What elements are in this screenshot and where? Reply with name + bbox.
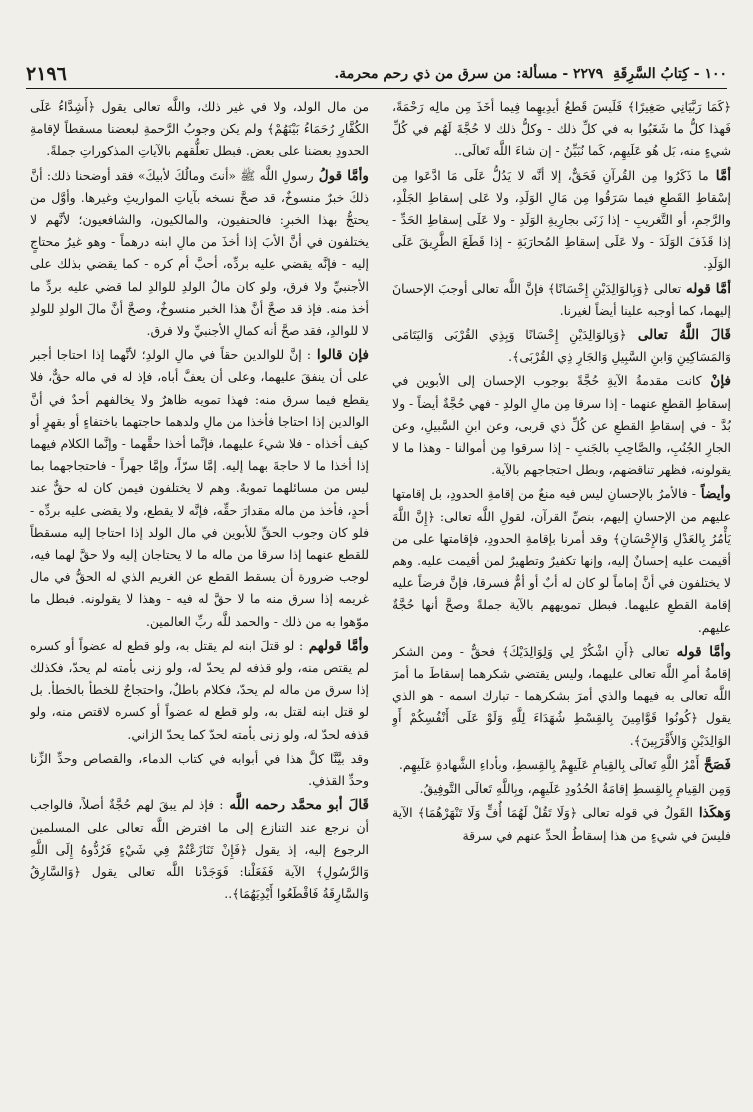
paragraph bbox=[392, 165, 731, 276]
paragraph bbox=[30, 748, 369, 792]
section-title: ٢٢٧٩ - مسألة: من سرق من ذي رحم محرمة. bbox=[334, 66, 604, 82]
paragraph bbox=[392, 370, 731, 481]
paragraph-lead: فإن قالوا bbox=[311, 347, 369, 364]
paragraph bbox=[392, 641, 731, 752]
paragraph-text: القَولُ في قوله تعالى ﴿وَلَا تَقُلْ لَهُمَا أُفٍّ وَلَا تَنْهَرْهُمَا﴾ الآية فليسَ في شيءٍ من هذا إسقاطُ الحدِّ عنهم في سرقة bbox=[392, 805, 731, 843]
paragraph-text: كانت مقدمةُ الآيةِ حُجَّةً بوجوب الإحسان إلى الأبوين في إسقاطِ القطعِ عنهما - إذا سرقا مِن مالِ الولدِ - فهي حُجَّةٌ أيضاً - ولا بُدَّ - في إسقاطِ القطعِ عن كُلِّ ذي قربى، وعن ابنِ السَّبيلِ، وعن الجارِ الجُنُبِ، والصَّاحِبِ بالجَنبِ - إذا سرقوا مِن أموالنا - وهذا ما لا يقولونه، فظهر تناقضهم، وبطل احتجاجهم بالآية. bbox=[392, 373, 731, 478]
paragraph-text: أَمْرُ اللَّهِ تَعالَى بِالقِيامِ عَلَيهِمْ بِالقِسطِ، وبأداءِ الشَّهادةِ عَلَيهِم. bbox=[398, 756, 700, 772]
paragraph bbox=[392, 278, 731, 322]
paragraph-text: ﴿كَمَا رَبَّيَانِي صَغِيرًا﴾ فَلَيسَ قَطعُ أيدِيهِما فِيما أخَذَ مِن مالِه رَحْمَةً، فَهذا كلُّ ما شَغَبُوا به في كلِّ ذلك - وكلُّ ذلك لا حُجَّةَ لَهُم في كُلِّ شيءٍ منه، بَل هُو عَلَيهِم، كَما نُبَيِّنُ - إن شاءَ اللَّه تَعالَى.. bbox=[392, 99, 731, 159]
paragraph bbox=[392, 754, 731, 776]
paragraph-lead: فإنْ bbox=[701, 373, 731, 390]
paragraph-lead: وأيضاً bbox=[695, 486, 731, 503]
left-text-column bbox=[30, 96, 369, 1100]
paragraph-text: تعالى ﴿وَبِالوَالِدَيْنِ إِحْسَانًا﴾ فإنَّ اللَّه تعالى أوجبَ الإحسانَ إليهما، كما أوجبه علينا أيضاً لغيرنا. bbox=[392, 280, 731, 318]
paragraph-lead: وَهكَذا bbox=[692, 805, 731, 822]
paragraph bbox=[392, 324, 731, 368]
paragraph bbox=[30, 165, 369, 343]
paragraph-text: من مال الولد، ولا في غير ذلك، واللَّه تعالى يقول ﴿أَشِدَّاءُ عَلَى الكُفَّارِ رُحَمَاءُ بَيْنَهُمْ﴾ ولم يكن وجوبُ الرَّحمةِ لبعضنا مسقطاً لإقامةِ الحدودِ بعضنا على بعض. فبطل تعلُّقهم بالآياتِ المذكوراتِ جملةً. bbox=[30, 99, 369, 159]
paragraph bbox=[30, 635, 369, 746]
paragraph-text: ما ذَكَرُوا مِن القُرآنِ فَحَقٌّ، إلا أنَّه لا يَدُلُّ عَلَى مَا ادَّعَوا مِن إسْقاطِ القَطعِ فيما سَرَقُوا مِن مَالِ الوَلَدِ، ولا عَلى إسقاطِ الجَلْدِ، والرَّجمِ، أو التَّغريبِ - إذا زَنَى بجارِيةِ الوَلَدِ - ولا عَلَى إسقاطِ الحَدِّ - إذا قَذَفَ الوَلَدَ - ولا عَلَى إسقاطِ المُحارَبَةِ - إذا قَطَعَ الطَّرِيقَ عَلَى الوَلَدِ. bbox=[392, 167, 731, 272]
paragraph-lead: فَصَحَّ bbox=[699, 756, 731, 773]
right-text-column bbox=[392, 96, 731, 1100]
paragraph-text: - فالأمرُ بالإحسانِ ليس فيه منعٌ من إقامةِ الحدودِ، بل إقامتها عليهم من الإحسانِ إليهم، بنصِّ القرآن، لقولِ اللَّه تعالى: ﴿إِنَّ اللَّهَ يَأْمُرُ بِالعَدْلِ وَالإِحْسَانِ﴾ وقد أمرنا بإقامةِ الحدودِ، فإقامتها على من أقيمت عليه إحسانٌ إليه، وإنها تكفيرٌ وتطهيرٌ لمن أقيمت عليه. وهم لا يختلفون في أنَّ إماماً لو كان له أبٌ أو أمٌّ فسرقا، فإنَّ فرضاً عليه إقامة القطعِ عليهما. فبطل تمويههم بالآية جملةً وصحَّ أنها حُجَّةٌ عليهم. bbox=[392, 486, 731, 635]
paragraph-text: وقد بيَّنَّا كلَّ هذا في أبوابه في كتاب الدماء، والقصاص وحدِّ الزِّنا وحدِّ القذفِ. bbox=[30, 750, 369, 789]
paragraph bbox=[30, 344, 369, 633]
paragraph bbox=[392, 778, 731, 800]
paragraph-text: تعالى ﴿أَنِ اشْكُرْ لِي وَلِوَالِدَيْكَ﴾ فحقٌّ - ومن الشكر إقامةُ أمرِ اللَّه تعالى عليهما، وليس يقتضي شكرهما إسقاطَ ما أمرَ اللَّه تعالى به فيهما والذي أمرَ بشكرهما - تبارك اسمه - هو الذي يقول ﴿كُونُوا قَوَّامِينَ بِالقِسْطِ شُهَدَاءَ لِلَّهِ وَلَوْ عَلَى أَنْفُسِكُمْ أَوِ الوَالِدَيْنِ وَالأَقْرَبِينَ﴾. bbox=[392, 643, 731, 748]
paragraph bbox=[392, 802, 731, 846]
running-title bbox=[334, 66, 727, 82]
paragraph bbox=[392, 96, 731, 163]
paragraph-lead: أمَّا قوله bbox=[681, 280, 731, 297]
paragraph bbox=[30, 96, 369, 163]
paragraph-text: : لو قتلَ ابنه لم يقتل به، ولو قطع له عضواً أو كسره لم يقتص منه، ولو قذفه لم يحدّ له، ولو زنى بأمته لم يحدّ، فكذلك إذا سرق من ماله لم يحدّ، فكلام باطلٌ، واحتجاجٌ للخطأ بالخطأ. بل لو قتل ابنه لقتل به، ولو قطع له عضواً أو كسره لاقتص منه، ولو قذفه لحدّ له، ولو زنى بأمته لحدّ كما يحدّ الزاني. bbox=[30, 637, 369, 742]
paragraph-text: رسولِ اللَّه ﷺ «أنتَ ومالُكَ لأبيكَ» فقد أوضحنا ذلك: أنَّ ذلكَ خبرٌ منسوخٌ، قد صحَّ نسخه بآياتِ المواريثِ وغيرها. وأوَّل من يحتجُّ بهذا الخبرِ: فالحنفيون، والمالكيون، والشافعيون؛ لأنَّهم لا يختلفون في أنَّ الأبَ إذا أخذَ من مالِ ابنه درهماً - وهو غيرُ محتاجٍ إليه - فإنَّه يقضي عليه بردِّه، أحبَّ أم كره - كما يقضي بذلك على الأجنبيِّ ولا فرق، ولو كان مالُ الولدِ للوالدِ لما قضي عليه بردِّ ما أخذ منه. فإذ قد صحَّ أنَّ هذا الخبر منسوخٌ، وصحَّ أنَّ مالَ الولدِ للولدِ لا للوالدِ، فقد صحَّ أنه كمالِ الأجنبيِّ ولا فرق. bbox=[30, 167, 369, 339]
paragraph bbox=[392, 483, 731, 638]
paragraph-lead: أمَّا bbox=[708, 167, 731, 184]
book-title: ١٠٠ - كِتابُ السَّرِقَةِ bbox=[613, 66, 727, 82]
page-header bbox=[26, 60, 727, 89]
paragraph bbox=[30, 794, 369, 905]
paragraph-lead: قَالَ أبو محمَّد رحمه اللَّه bbox=[223, 797, 369, 814]
paragraph-lead: وأمَّا قولُ bbox=[313, 167, 369, 184]
paragraph-text: وَمِن القِيامِ بِالقِسطِ إقامَةُ الحُدُودِ عَلَيهِم، وبِاللَّهِ تَعالَى التَّوفِيقُ. bbox=[419, 781, 731, 797]
paragraph-text: ﴿وَبِالوَالِدَيْنِ إِحْسَانًا وَبِذِي القُرْبَى وَاليَتَامَى وَالمَسَاكِينِ وَابنِ السَّبِيلِ وَالجَارِ ذِي القُرْبَى﴾. bbox=[392, 327, 731, 365]
page-number: ٢١٩٦ bbox=[26, 63, 67, 85]
paragraph-lead: وأمَّا قولهم bbox=[303, 637, 369, 654]
paragraph-text: : إنَّ للوالدين حقاً في مالِ الولدِ؛ لأنَّهما إذا احتاجا أجبر على أن ينفقَ عليهما، وعلى أن يعفَّ أباه، فإذ له في ماله حقٌّ، فلا يقطع فيما سرق منه: فهذا تمويه ظاهرٌ ولا يخالفهم أحدٌ في أنَّ الوالدين إذا احتاجا فأخذا من مالِ ولدهما حاجتهما باختفاءٍ أو بقهرٍ أو كيف أخذاه - فلا شيءَ عليهما، فإنَّما أخذا حقَّهما - وإنَّما الكلام فيهما إذا أخذا ما لا حاجةَ بهما إليه. إمَّا سرّاً، وإمَّا جهراً - فاحتجاجهما بما ليس من مسائلهما تمويهٌ. وهم لا يختلفون فيمن كان له حقٌّ عند أحدٍ، فأخذ من ماله مقدارَ حقِّه، فإنَّه لا يقطع، ولا يقضى عليه بردِّه - فلو كان وجوب الحقِّ للأبوين في مال الولد إذا احتاجا إليه مسقطاً للقطع عنهما إذا سرقا من ماله ما لا يحتاجان إليه ولا حقَّ لهما فيه، لوجب ضرورة أن يسقط القطع عن الغريم الذي له الحقُّ في مال غريمه إذا سرق منه ما لا حقَّ له فيه - وهذا لا يقولونه. فبطل ما موّهوا به من ذلك - والحمد للَّه ربِّ العالمين. bbox=[30, 347, 369, 629]
paragraph-text: : فإذ لم يبقَ لهم حُجَّةٌ أصلاً، فالواجب أن نرجع عند التنازع إلى ما افترض اللَّه تعالى على المسلمين الرجوع إليه، إذ يقول ﴿فَإِنْ تَنَازَعْتُمْ فِي شَيْءٍ فَرُدُّوهُ إِلَى اللَّهِ وَالرَّسُولِ﴾ الآية فَفَعَلْنا: فَوَجَدْنا اللَّه تعالى يقول ﴿وَالسَّارِقُ وَالسَّارِقَةُ فَاقْطَعُوا أَيْدِيَهُمَا﴾.. bbox=[30, 797, 369, 902]
paragraph-lead: قَالَ اللَّهُ تعالى bbox=[626, 327, 731, 344]
paragraph-lead: وأمَّا قوله bbox=[669, 643, 731, 660]
